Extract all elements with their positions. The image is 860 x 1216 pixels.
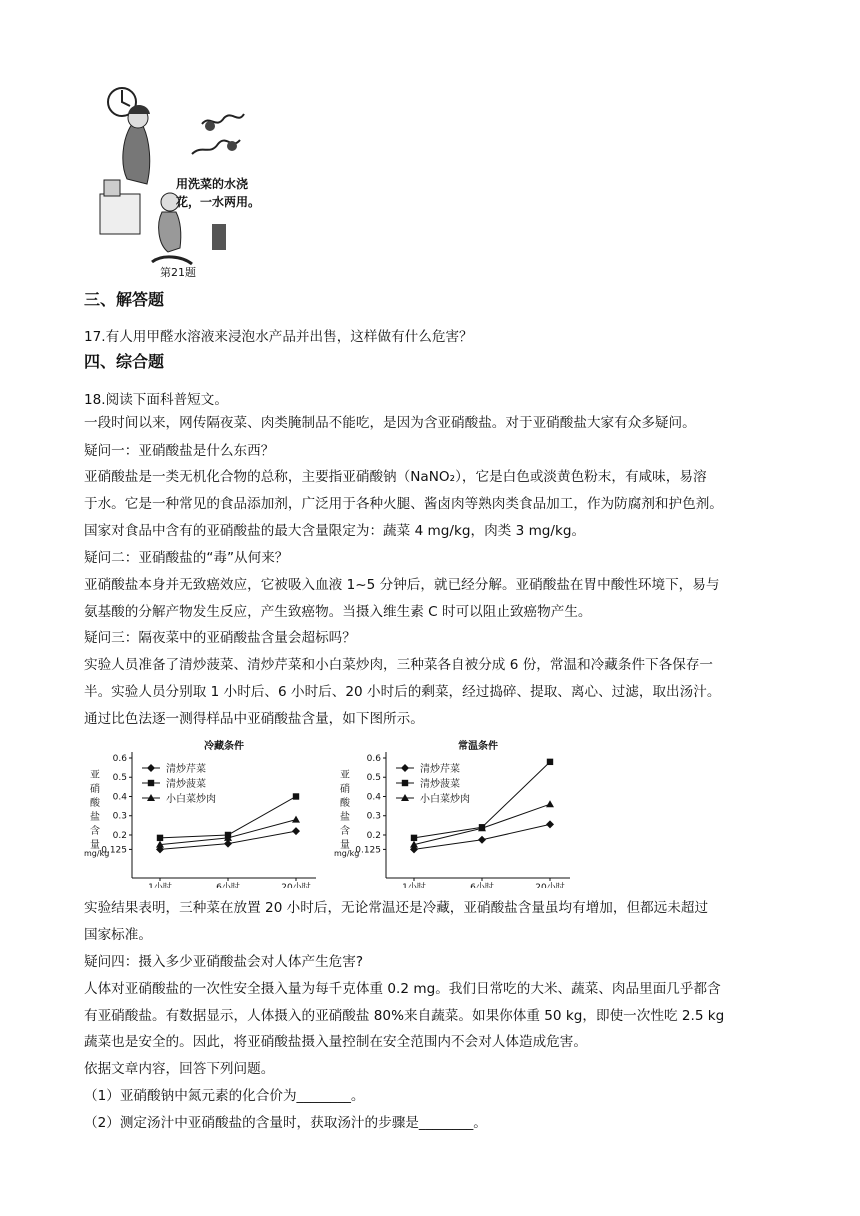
y-label-char: 硝 [340, 784, 350, 795]
x-tick-label: 20小时 [535, 883, 565, 888]
legend-marker [402, 780, 408, 786]
y-tick-label: 0.2 [366, 830, 381, 841]
question-4-body-2: 有亚硝酸盐。有数据显示，人体摄入的亚硝酸盐 80%来自蔬菜。如果你体重 50 kg，即使一次性吃 2.5 kg [84, 1008, 725, 1024]
speech-line-1: 用洗菜的水浇 [176, 177, 249, 191]
y-tick-label: 0.3 [112, 811, 127, 822]
sub-question-1: （1）亚硝酸钠中氮元素的化合价为________。 [84, 1088, 365, 1104]
legend-marker [401, 764, 409, 772]
data-point [478, 836, 486, 844]
y-label-char: 亚 [90, 770, 100, 781]
sub-question-2: （2）测定汤汁中亚硝酸盐的含量时，获取汤汁的步骤是________。 [84, 1115, 487, 1131]
y-tick-label: 0.6 [112, 754, 127, 764]
chart-refrigerated [84, 738, 324, 892]
y-label-char: 酸 [90, 798, 100, 809]
legend-label: 清炒菠菜 [420, 779, 460, 790]
question-3-title: 疑问三：隔夜菜中的亚硝酸盐含量会超标吗？ [84, 630, 356, 646]
x-tick-label: 6小时 [216, 883, 240, 888]
legend-marker [148, 780, 154, 786]
y-tick-label: 0.125 [355, 845, 381, 856]
section-4-title: 四、综合题 [84, 352, 165, 371]
data-point [546, 820, 554, 828]
question-4-body-3: 蔬菜也是安全的。因此，将亚硝酸盐摄入量控制在安全范围内不会对人体造成危害。 [84, 1034, 587, 1050]
x-tick-label: 1小时 [402, 883, 426, 888]
figure-caption: 第21题 [160, 266, 196, 279]
y-label-char: 盐 [90, 812, 100, 823]
y-tick-label: 0.4 [112, 792, 127, 803]
legend-label: 小白菜炒肉 [166, 794, 216, 805]
x-tick-label: 20小时 [281, 883, 311, 888]
x-tick-label: 6小时 [470, 883, 494, 888]
y-label-char: 量 [90, 840, 100, 851]
question-3-body-3: 通过比色法逐一测得样品中亚硝酸盐含量，如下图所示。 [84, 711, 424, 727]
result-line-2: 国家标准。 [84, 927, 152, 943]
y-label-unit: mg/kg [84, 849, 110, 858]
y-tick-label: 0.5 [366, 773, 381, 784]
y-tick-label: 0.2 [112, 830, 127, 841]
question-18-intro: 18.阅读下面科普短文。 [84, 392, 228, 408]
question-1-body-2: 于水。它是一种常见的食品添加剂，广泛用于各种火腿、酱卤肉等熟肉类食品加工，作为防腐剂和护色剂。 [84, 496, 723, 512]
data-point [411, 835, 417, 841]
legend-marker [147, 764, 155, 772]
y-tick-label: 0.5 [112, 773, 127, 784]
question-3-body-1: 实验人员准备了清炒菠菜、清炒芹菜和小白菜炒肉，三种菜各自被分成 6 份，常温和冷藏条件下各保存一 [84, 657, 714, 673]
legend-label: 清炒芹菜 [166, 764, 206, 775]
y-tick-label: 0.6 [366, 754, 381, 764]
data-point [292, 827, 300, 835]
chart-title: 常温条件 [458, 741, 498, 752]
question-2-title: 疑问二：亚硝酸盐的“毒”从何来？ [84, 550, 289, 566]
data-point [547, 759, 553, 765]
question-2-body-2: 氨基酸的分解产物发生反应，产生致癌物。当摄入维生素 C 时可以阻止致癌物产生。 [84, 604, 592, 620]
result-line-1: 实验结果表明，三种菜在放置 20 小时后，无论常温还是冷藏，亚硝酸盐含量虽均有增加，但都远未超过 [84, 900, 709, 916]
x-tick-label: 1小时 [148, 883, 172, 888]
question-1-body-3: 国家对食品中含有的亚硝酸盐的最大含量限定为：蔬菜 4 mg/kg，肉类 3 mg/kg。 [84, 523, 586, 539]
answer-prompt: 依据文章内容，回答下列问题。 [84, 1061, 275, 1077]
y-label-char: 量 [340, 840, 350, 851]
chart-room-temperature [334, 738, 590, 892]
y-label-char: 亚 [340, 770, 350, 781]
paragraph-intro: 一段时间以来，网传隔夜菜、肉类腌制品不能吃，是因为含亚硝酸盐。对于亚硝酸盐大家有众多疑问。 [84, 415, 696, 431]
legend-label: 清炒菠菜 [166, 779, 206, 790]
y-label-char: 酸 [340, 798, 350, 809]
data-point [292, 816, 300, 823]
y-label-char: 盐 [340, 812, 350, 823]
question-1-title: 疑问一：亚硝酸盐是什么东西？ [84, 443, 275, 459]
y-tick-label: 0.4 [366, 792, 381, 803]
y-label-char: 含 [90, 826, 100, 837]
question-4-title: 疑问四：摄入多少亚硝酸盐会对人体产生危害? [84, 954, 364, 970]
y-tick-label: 0.3 [366, 811, 381, 822]
legend-label: 小白菜炒肉 [420, 794, 470, 805]
y-label-char: 含 [340, 826, 350, 837]
illustration-watering [92, 84, 272, 280]
data-point [546, 800, 554, 807]
question-3-body-2: 半。实验人员分别取 1 小时后、6 小时后、20 小时后的剩菜，经过捣碎、提取、离心、过滤，取出汤汁。 [84, 684, 721, 700]
watering-illustration-graphic [92, 84, 272, 280]
y-label-unit: mg/kg [334, 849, 360, 858]
section-3-title: 三、解答题 [84, 290, 165, 309]
y-label-char: 硝 [90, 784, 100, 795]
y-tick-label: 0.125 [101, 845, 127, 856]
question-17: 17.有人用甲醛水溶液来浸泡水产品并出售，这样做有什么危害？ [84, 329, 473, 345]
data-point [293, 793, 299, 799]
speech-line-2: 花，一水两用。 [176, 195, 261, 209]
legend-label: 清炒芹菜 [420, 764, 460, 775]
chart-title: 冷藏条件 [204, 741, 244, 752]
question-2-body-1: 亚硝酸盐本身并无致癌效应，它被吸入血液 1~5 分钟后，就已经分解。亚硝酸盐在胃中酸性环境下，易与 [84, 577, 720, 593]
data-point [157, 835, 163, 841]
question-1-body-1: 亚硝酸盐是一类无机化合物的总称，主要指亚硝酸钠（NaNO₂），它是白色或淡黄色粉末，有咸味，易溶 [84, 469, 707, 485]
question-4-body-1: 人体对亚硝酸盐的一次性安全摄入量为每千克体重 0.2 mg。我们日常吃的大米、蔬菜、肉品里面几乎都含 [84, 981, 721, 997]
